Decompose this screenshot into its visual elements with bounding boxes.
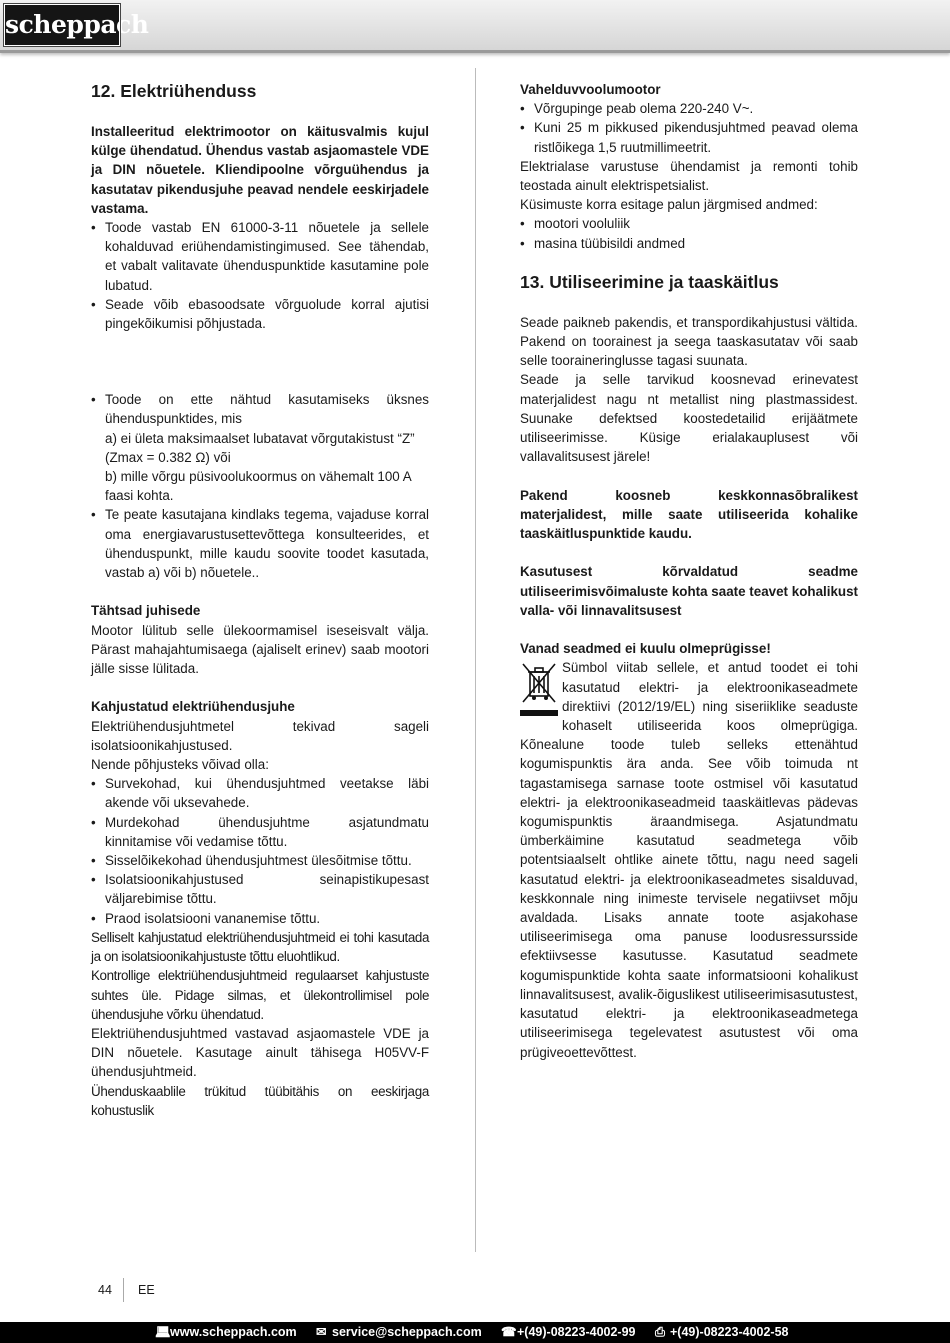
list-item-text: b) mille võrgu püsivoolukoormus on vähemalt 100 A faasi kohta.: [105, 469, 411, 504]
paragraph: Seade paikneb pakendis, et transpordikahjustusi vältida. Pakend on toorainest ja seega taaskasutatav või saab selle tooraineringlusse tagasi suunata.: [520, 314, 858, 369]
paragraph: Seade ja selle tarvikud koosnevad erinevatest materjalidest nagu nt metallist ning plastmassidest. Suunake defektsed koostedetailid erijäätmete utiliseerimisse. Küsige erialakauplusest või vallavalitsusest järele!: [520, 372, 858, 465]
page-number: 44: [98, 1283, 112, 1297]
language-code: EE: [138, 1283, 155, 1297]
list-item: [91, 390, 429, 505]
phone-icon: ☎︎: [501, 1325, 517, 1339]
paragraph: Ühenduskaablile trükitud tüübitähis on eeskirjaga kohustuslik: [91, 1083, 429, 1118]
list-item: • Te peate kasutajana kindlaks tegema, vajaduse korral oma energiavarustusettevõttega konsulteerides, et ühenduspunkt, mille kaudu soovite toodet kasutada, vastab a) või b) nõuetele..: [91, 505, 429, 582]
fax-icon: ⎙: [655, 1325, 666, 1339]
list-item: • Võrgupinge peab olema 220-240 V~.: [520, 99, 858, 118]
damaged-text: Nende põhjusteks võivad olla:: [91, 757, 269, 773]
web-link[interactable]: www.scheppach.com: [170, 1325, 297, 1339]
important-heading: Tähtsad juhisede: [91, 603, 201, 619]
fax-number: +(49)-08223-4002-58: [670, 1325, 789, 1339]
list-item: • Seade võib ebasoodsate võrguolude korral ajutisi pingekõikumisi põhjustada.: [91, 295, 429, 333]
list-item-text: a) ei ületa maksimaalset lubatavat võrgutakistust “Z” (Zmax = 0.382 Ω) või: [105, 430, 415, 465]
intro-text: Installeeritud elektrimootor on käitusvalmis kujul külge ühendatud. Ühendus vastab asjaomastele VDE ja DIN nõuetele. Kliendipoolne võrguühendus ja kasutatav pikendusjuhe peavad nendele eeskirjadele vastama.: [91, 124, 429, 216]
list-item: • Survekohad, kui ühendusjuhtmed veetakse läbi akende või uksevahede.: [91, 774, 429, 812]
column-divider: [475, 68, 476, 1252]
important-text: Mootor lülitub selle ülekoormamisel iseseisvalt välja. Pärast mahajahtumisaega (ajaliselt erinev) saab mootori jälle sisse lülitada.: [91, 622, 429, 677]
paragraph: Selliselt kahjustatud elektriühendusjuhtmeid ei tohi kasutada ja on isolatsioonikahjustuste tõttu eluohtlikud.: [91, 929, 429, 965]
damaged-heading: Kahjustatud elektriühendusjuhe: [91, 699, 295, 715]
section-title-12: 12. Elektriühenduss: [91, 81, 257, 101]
list-item: • mootori vooluliik: [520, 214, 858, 233]
packaging-note: Pakend koosneb keskkonnasõbralikest materjalidest, mille saate utiliseerida kohalike taaskäitluspunktide kaudu.: [520, 487, 858, 542]
email-link[interactable]: service@scheppach.com: [332, 1325, 482, 1339]
list-item: • masina tüübisildi andmed: [520, 234, 858, 253]
list-item-text: • Toode on ette nähtud kasutamiseks üksnes ühenduspunktides, mis: [105, 392, 429, 427]
phone-number: +(49)-08223-4002-99: [517, 1325, 636, 1339]
paragraph: Elektrialase varustuse ühendamist ja remonti tohib teostada ainult elektrispetsialist.: [520, 158, 858, 194]
weee-block: [520, 658, 858, 1061]
damaged-text: Elektriühendusjuhtmetel tekivad sageli isolatsioonikahjustused.: [91, 718, 429, 753]
list-item: • Toode vastab EN 61000-3-11 nõuetele ja sellele kohalduvad eriühendamistingimused. See tähendab, et vabalt valitavate ühenduspunktide kasutamine pole lubatud.: [91, 218, 429, 295]
list-item: • Kuni 25 m pikkused pikendusjuhtmed peavad olema ristlõikega 1,5 ruutmillimeetrit.: [520, 118, 858, 156]
right-column: [520, 80, 858, 1062]
list-item: • Praod isolatsiooni vananemise tõttu.: [91, 909, 429, 928]
left-column: [91, 80, 429, 1120]
section-title-13: 13. Utiliseerimine ja taaskäitlus: [520, 271, 779, 292]
page-header: [0, 0, 950, 53]
disposal-note: Kasutusest kõrvaldatud seadme utiliseerimisvõimaluste kohta saate teavet kohalikust valla- või linnavalitsusest: [520, 564, 858, 618]
crossed-bin-icon: [520, 660, 558, 718]
weee-heading: Vanad seadmed ei kuulu olmeprügisse!: [520, 641, 771, 657]
list-item: • Isolatsioonikahjustused seinapistikupesast väljarebimise tõttu.: [91, 870, 429, 908]
contact-bar: [0, 1322, 950, 1343]
footer-separator: [123, 1278, 124, 1302]
scheppach-logo: scheppach: [4, 4, 120, 46]
list-item: • Murdekohad ühendusjuhtme asjatundmatu kinnitamise või vedamise tõttu.: [91, 813, 429, 851]
paragraph: Küsimuste korra esitage palun järgmised andmed:: [520, 197, 818, 213]
email-icon: ✉︎: [316, 1325, 327, 1339]
ac-motor-heading: Vahelduvvoolumootor: [520, 82, 661, 97]
paragraph: Kontrollige elektriühendusjuhtmeid regulaarset kahjustuste suhtes üle. Pidage silmas, et ülekontrollimisel pole ühendusjuhe võrku ühendatud.: [91, 968, 429, 1022]
paragraph: Elektriühendusjuhtmed vastavad asjaomastele VDE ja DIN nõuetele. Kasutage ainult tähisega H05VV-F ühendusjuhtmeid.: [91, 1025, 429, 1080]
list-item: • Sisselõikekohad ühendusjuhtmest ülesõitmise tõttu.: [91, 851, 429, 870]
weee-text: Sümbol viitab sellele, et antud toodet ei tohi kasutatud elektri- ja elektroonikaseadmete direktiivi (2012/19/EL) ning siseriiklike seaduste kohaselt utiliseerida koos olmeprügiga. Kõnealune toode tuleb selleks ettenähtud kogumispunktis ära anda. See võib toimuda nt tagastamisega sarnase toote ostmisel või kasutatud elektri- ja elektroonikaseadmeid taaskäitlevas pädevas kogumispunktis äraandmisega. Asjatundmatu ümberkäimine kasutatud seadmetega võib potentsiaalselt ohtlike ainete tõttu, nagu need sageli kasutatud elektri- ja elektroonikaseadmetes sisalduvad, keskkonnale ning inimeste tervisele negatiivset mõju avaldada. Lisaks annate toote asjakohase utiliseerimisega oma panuse loodusressursside efektiivsesse kasutusse. Kasutatud seadmete kogumispunktide kohta saate informatsiooni kohalikust linnavalitsusest, avalik-õiguslikest utiliseerimisasutustest, kasutatud elektri- ja elektroonikaseadmetega utiliseerimisega tegelevatest asutustest või oma prügiveoettevõttest.: [520, 660, 858, 1060]
web-icon: 💻︎: [155, 1325, 171, 1339]
